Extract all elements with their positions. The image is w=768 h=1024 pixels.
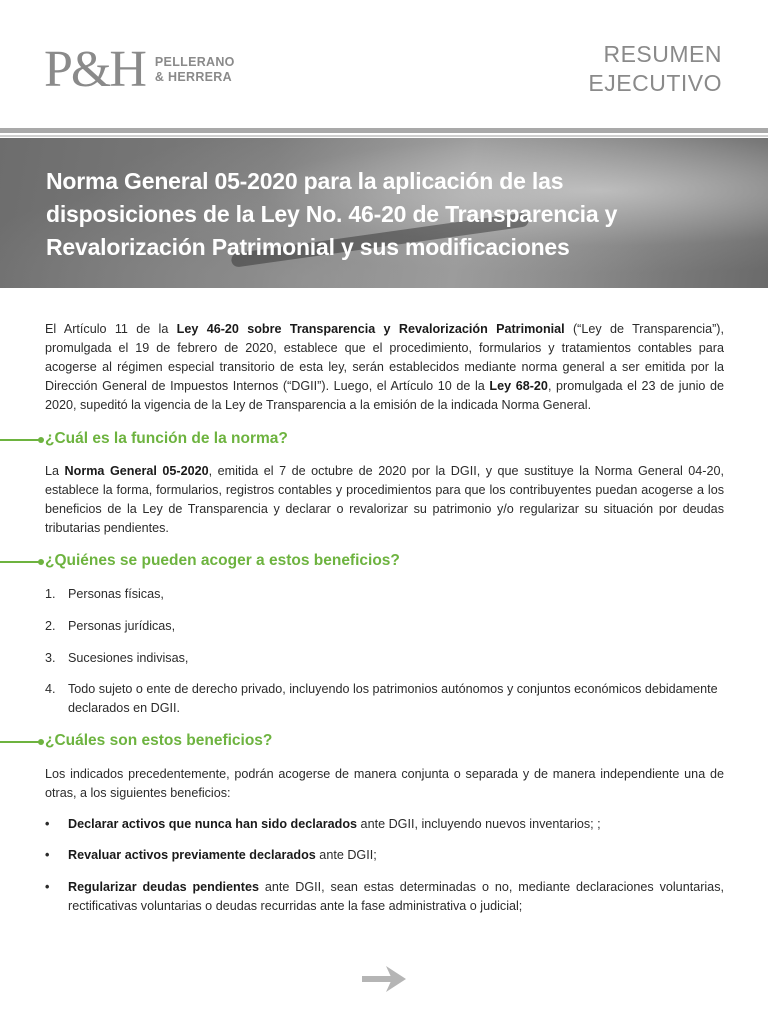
header-divider — [0, 128, 768, 133]
section-benefits-intro: Los indicados precedentemente, podrán acogerse de manera conjunta o separada y de manera independiente una de otras, a los siguientes beneficios: — [45, 767, 724, 800]
bullet-text — [68, 846, 724, 865]
list-item — [45, 617, 724, 636]
section1-text-2: , emitida el 7 de octubre de 2020 por la DGII, y que sustituye la Norma General 04-20, establece la forma, formularios, registros contables y procedimientos para que los contribuyentes puedan acogerse a los beneficios de la Ley de Transparencia y declarar o revalorizar su patrimonio y/o regularizar su situación por deudas tributarias pendientes. — [45, 464, 724, 535]
logo-mark: P&H — [44, 41, 145, 98]
logo-line-2: & HERRERA — [154, 70, 232, 84]
list-number: 3. — [45, 651, 56, 665]
list-item — [45, 585, 724, 604]
bullet-bold: Revaluar activos previamente declarados — [68, 848, 316, 862]
section-title: ¿Cuál es la función de la norma? — [45, 430, 288, 447]
list-item — [45, 680, 724, 718]
section-function-paragraph — [45, 462, 724, 538]
list-text: Personas jurídicas, — [68, 619, 176, 633]
firm-logo — [44, 41, 235, 98]
section-title: ¿Cuáles son estos beneficios? — [45, 732, 273, 749]
bullet-dot: • — [45, 880, 50, 894]
page-header — [0, 0, 768, 128]
header-divider-thin — [0, 135, 768, 137]
section-marker-dot — [38, 739, 44, 745]
bullet-rest: ante DGII, sean estas determinadas o no, mediante declaraciones voluntarias, rectificativas voluntarias o deudas recurridas ante la fase administrativa o judicial; — [68, 880, 724, 913]
section-benefits-heading — [0, 732, 768, 752]
section-title: ¿Quiénes se pueden acoger a estos beneficios? — [45, 552, 400, 569]
bullet-text — [68, 878, 724, 916]
bullet-text — [68, 815, 724, 834]
intro-paragraph — [45, 320, 724, 415]
intro-text-3: , promulgada el 23 de junio de 2020, supeditó la vigencia de la Ley de Transparencia a la emisión de la indicada Norma General. — [45, 379, 724, 412]
bullet-item — [45, 815, 724, 834]
logo-line-1: PELLERANO — [154, 55, 235, 69]
document-type-line-2: EJECUTIVO — [588, 70, 722, 96]
section-marker-line — [0, 439, 40, 441]
bullet-bold: Declarar activos que nunca han sido declarados — [68, 817, 358, 831]
list-text: Sucesiones indivisas, — [68, 651, 189, 665]
intro-bold-law-46-20: Ley 46-20 sobre Transparencia y Revalorización Patrimonial — [176, 322, 565, 336]
bullet-rest: ante DGII, incluyendo nuevos inventarios; ; — [357, 817, 601, 831]
title-banner — [0, 138, 768, 288]
section-who-heading — [0, 552, 768, 572]
bullet-item — [45, 878, 724, 916]
section1-bold-norma: Norma General 05-2020 — [64, 464, 209, 478]
list-text: Personas físicas, — [68, 587, 164, 601]
list-item — [45, 649, 724, 668]
bullet-rest: ante DGII; — [315, 848, 377, 862]
list-number: 1. — [45, 587, 56, 601]
list-number: 2. — [45, 619, 56, 633]
document-title: Norma General 05-2020 para la aplicación de las disposiciones de la Ley No. 46-20 de Transparencia y Revalorización Patrimonial y sus modificaciones — [46, 168, 618, 260]
list-text: Todo sujeto o ente de derecho privado, incluyendo los patrimonios autónomos y conjuntos económicos debidamente declarados en DGII. — [68, 682, 718, 715]
bullet-dot: • — [45, 848, 50, 862]
list-number: 4. — [45, 682, 56, 696]
intro-text-2: (“Ley de Transparencia”), promulgada el 19 de febrero de 2020, establece que el procedimiento, formularios y tratamientos contables para acogerse al régimen especial transitorio de esta ley, serán establecidos mediante norma general a ser emitida por la Dirección General de Impuestos Internos (“DGII”). Luego, el Artículo 10 de la — [45, 322, 724, 393]
logo-wordmark — [155, 55, 235, 85]
bullet-dot: • — [45, 817, 50, 831]
bullet-item — [45, 846, 724, 865]
section-function-heading — [0, 430, 768, 450]
intro-bold-law-68-20: Ley 68-20 — [489, 379, 548, 393]
section-marker-dot — [38, 437, 44, 443]
section-marker-line — [0, 561, 40, 563]
bullet-bold: Regularizar deudas pendientes — [68, 880, 259, 894]
section-marker-dot — [38, 559, 44, 565]
document-type-line-1: RESUMEN — [603, 41, 722, 67]
intro-text-1: El Artículo 11 de la — [45, 322, 177, 336]
section1-text-1: La — [45, 464, 65, 478]
document-type — [588, 40, 722, 98]
section-marker-line — [0, 741, 40, 743]
arrow-right-icon[interactable] — [362, 966, 406, 992]
